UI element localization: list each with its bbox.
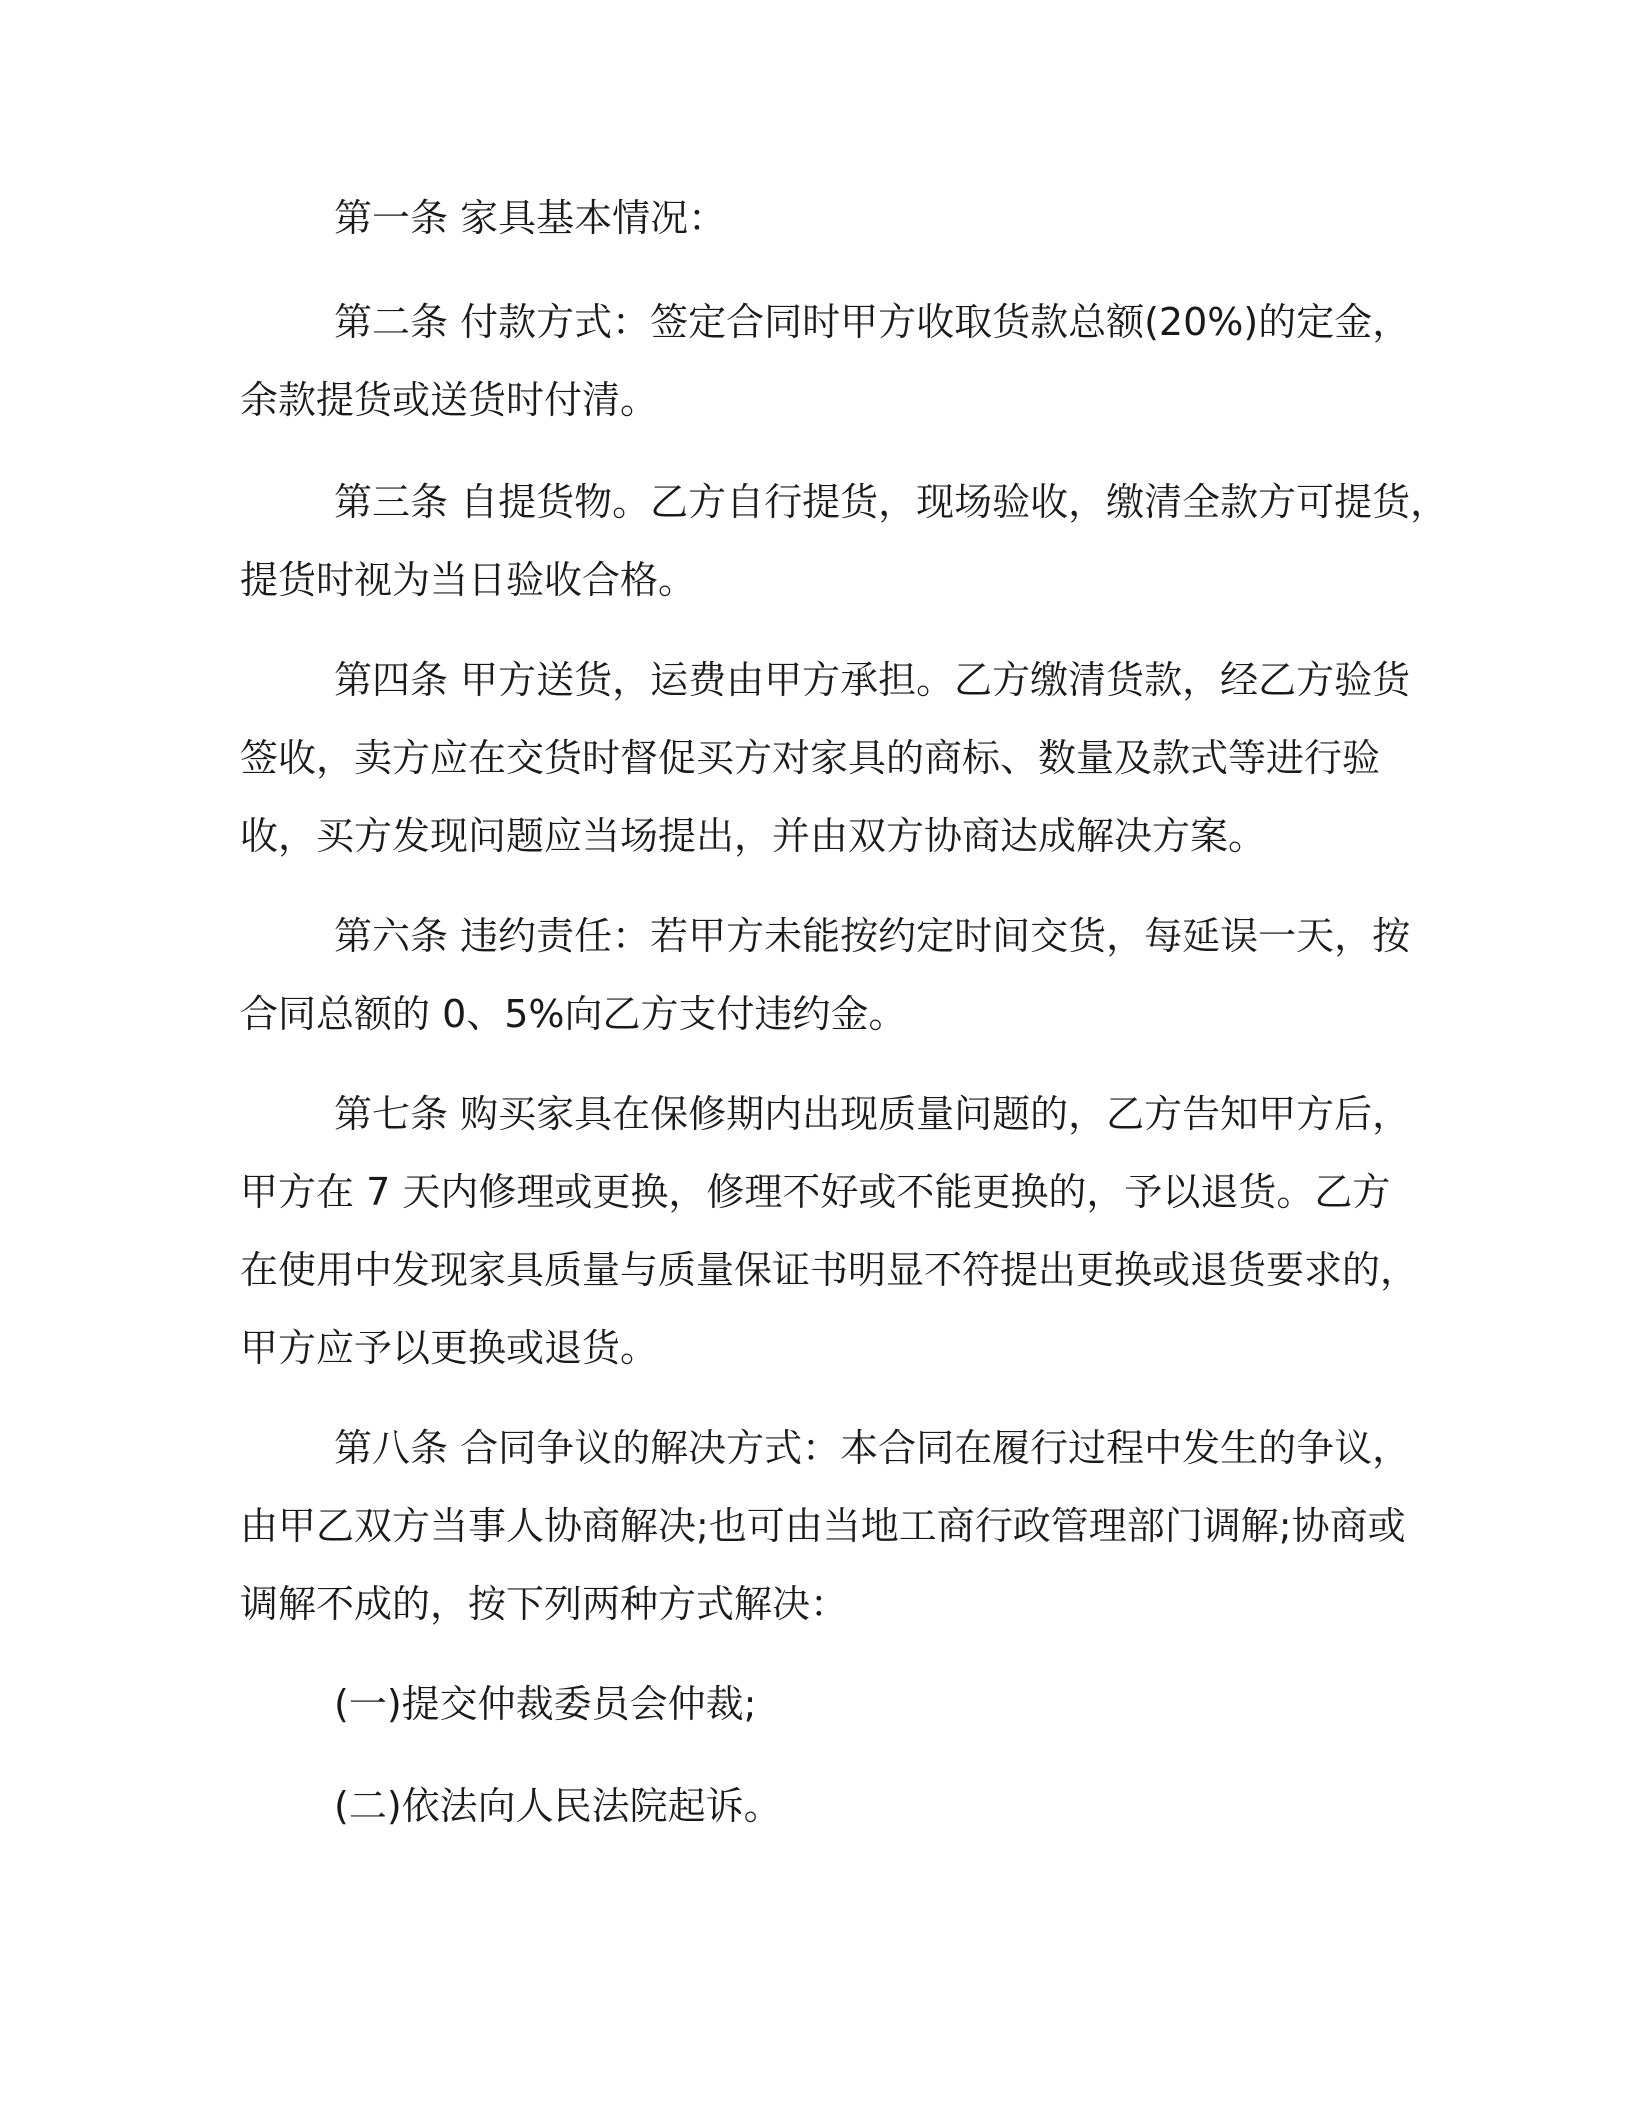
article-line: 提货时视为当日验收合格。 [240,558,697,602]
article-line: (一)提交仲裁委员会仲裁; [334,1682,757,1726]
article-line: 调解不成的，按下列两种方式解决： [240,1582,849,1626]
article-line: 签收，卖方应在交货时督促买方对家具的商标、数量及款式等进行验 [240,736,1381,780]
article-line: 由甲乙双方当事人协商解决;也可由当地工商行政管理部门调解;协商或 [240,1504,1406,1548]
dispute-option-2 [240,1767,1400,1845]
article-line: 合同总额的 0、5%向乙方支付违约金。 [240,992,907,1036]
article-line: 第六条 违约责任：若甲方未能按约定时间交货，每延误一天，按 [334,914,1411,958]
dispute-option-1 [240,1665,1400,1743]
article-line: 余款提货或送货时付清。 [240,378,659,422]
article-line: 第三条 自提货物。乙方自行提货，现场验收，缴清全款方可提货， [334,480,1449,524]
article-line: (二)依法向人民法院起诉。 [334,1784,782,1828]
article-line: 在使用中发现家具质量与质量保证书明显不符提出更换或退货要求的， [240,1248,1419,1292]
article-line: 第二条 付款方式：签定合同时甲方收取货款总额(20%)的定金， [334,300,1411,344]
article-line: 甲方应予以更换或退货。 [240,1326,659,1370]
article-line: 第四条 甲方送货，运费由甲方承担。乙方缴清货款，经乙方验货 [334,658,1411,702]
article-1 [240,179,1400,257]
article-line: 第八条 合同争议的解决方式：本合同在履行过程中发生的争议， [334,1426,1411,1470]
article-8-disputes [240,1409,1411,1643]
article-4-delivery [240,641,1411,875]
article-7-warranty [240,1075,1419,1387]
article-6-liability [240,897,1411,1053]
article-line: 第一条 家具基本情况： [334,196,727,240]
article-3-pickup [240,463,1449,619]
article-line: 收，买方发现问题应当场提出，并由双方协商达成解决方案。 [240,814,1267,858]
article-line: 甲方在 7 天内修理或更换，修理不好或不能更换的，予以退货。乙方 [240,1170,1391,1214]
article-line: 第七条 购买家具在保修期内出现质量问题的，乙方告知甲方后， [334,1092,1411,1136]
article-2-payment [240,283,1411,439]
